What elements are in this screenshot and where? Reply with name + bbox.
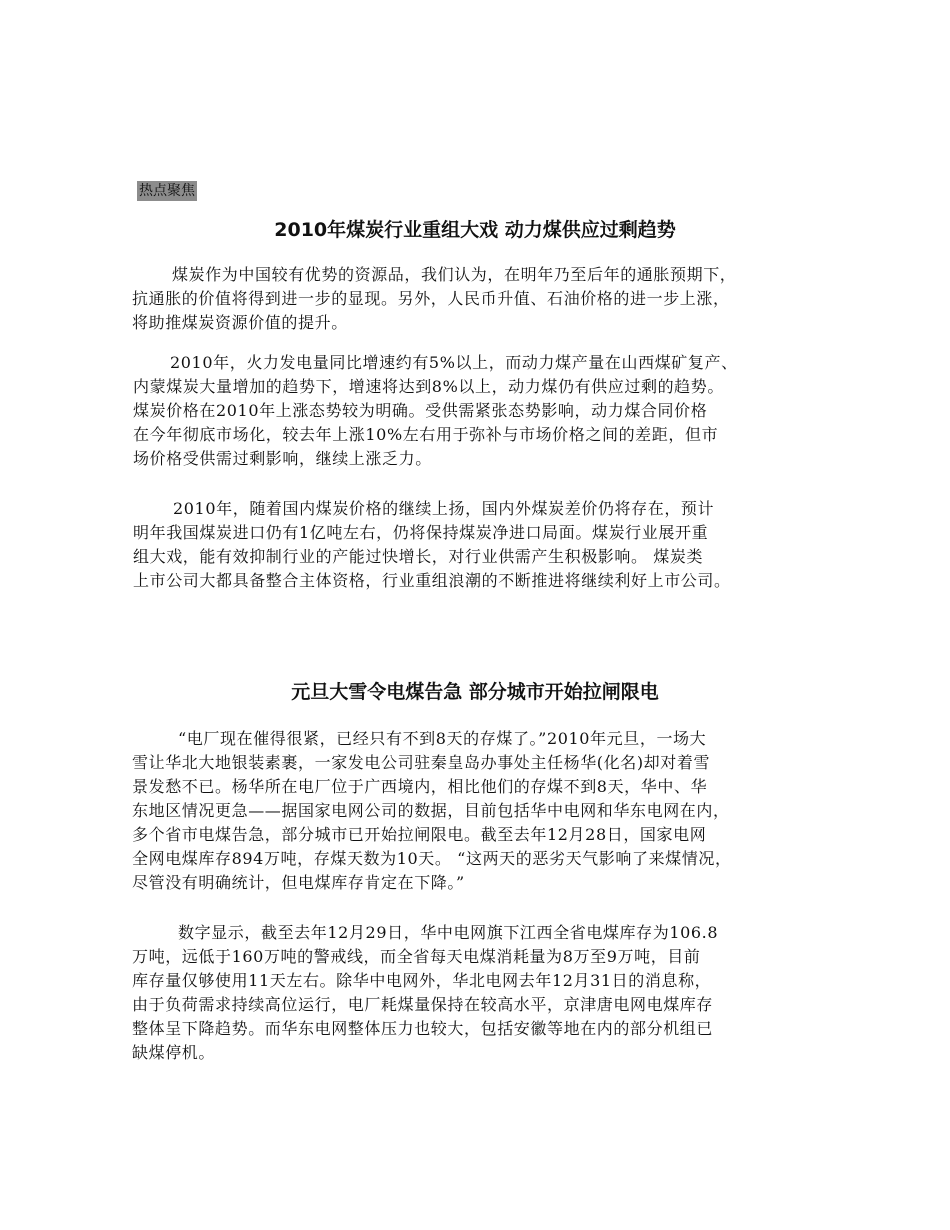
article-2-paragraph-1: [132, 727, 732, 895]
text-line: 库存量仅够使用11天左右。除华中电网外，华北电网去年12月31日的消息称，: [132, 971, 712, 990]
text-line: 内蒙煤炭大量增加的趋势下，增速将达到8%以上，动力煤仍有供应过剩的趋势。: [133, 377, 724, 396]
text-line: 雪让华北大地银装素裹，一家发电公司驻秦皇岛办事处主任杨华(化名)却对着雪: [132, 753, 711, 772]
article-1-paragraph-3: [133, 497, 731, 593]
text-line: 数字显示，截至去年12月29日，华中电网旗下江西全省电煤库存为106.8: [178, 923, 719, 942]
text-line: 由于负荷需求持续高位运行，电厂耗煤量保持在较高水平，京津唐电网电煤库存: [132, 995, 714, 1014]
section-tag: 热点聚焦: [139, 183, 195, 199]
article-2-paragraph-2: [132, 921, 718, 1065]
text-line: 尽管没有明确统计，但电煤库存肯定在下降。”: [132, 873, 465, 892]
text-line: 将助推煤炭资源价值的提升。: [132, 313, 348, 332]
text-line: 2010年，随着国内煤炭价格的继续上扬，国内外煤炭差价仍将存在，预计: [173, 499, 715, 518]
text-line: 多个省市电煤告急，部分城市已开始拉闸限电。截至去年12月28日，国家电网: [132, 825, 707, 844]
article-1-title: 2010年煤炭行业重组大戏 动力煤供应过剩趋势: [274, 219, 676, 241]
text-line: “电厂现在催得很紧，已经只有不到8天的存煤了。”2010年元旦，一场大: [178, 729, 707, 748]
text-line: 缺煤停机。: [132, 1043, 216, 1062]
text-line: 煤炭价格在2010年上涨态势较为明确。受供需紧张态势影响，动力煤合同价格: [133, 401, 708, 420]
text-line: 东地区情况更急——据国家电网公司的数据，目前包括华中电网和华东电网在内，: [132, 801, 730, 820]
text-line: 在今年彻底市场化，较去年上涨10%左右用于弥补与市场价格之间的差距，但市: [133, 425, 719, 444]
text-line: 场价格受供需过剩影响，继续上涨乏力。: [133, 449, 432, 468]
text-line: 煤炭作为中国较有优势的资源品，我们认为，在明年乃至后年的通胀预期下，: [172, 265, 737, 284]
text-line: 景发愁不已。杨华所在电厂位于广西境内，相比他们的存煤不到8天，华中、华: [132, 777, 708, 796]
article-1-paragraph-1: [132, 263, 736, 335]
text-line: 万吨，远低于160万吨的警戒线，而全省每天电煤消耗量为8万至9万吨，目前: [132, 947, 701, 966]
text-line: 明年我国煤炭进口仍有1亿吨左右，仍将保持煤炭净进口局面。煤炭行业展开重: [133, 523, 709, 542]
text-line: 组大戏，能有效抑制行业的产能过快增长，对行业供需产生积极影响。 煤炭类: [133, 547, 704, 566]
text-line: 上市公司大都具备整合主体资格，行业重组浪潮的不断推进将继续利好上市公司。: [133, 571, 731, 590]
article-1-paragraph-2: [133, 351, 738, 471]
article-2-title: 元旦大雪令电煤告急 部分城市开始拉闸限电: [291, 681, 659, 703]
text-line: 整体呈下降趋势。而华东电网整体压力也较大，包括安徽等地在内的部分机组已: [132, 1019, 714, 1038]
text-line: 全网电煤库存894万吨，存煤天数为10天。 “这两天的恶劣天气影响了来煤情况，: [132, 849, 732, 868]
text-line: 2010年，火力发电量同比增速约有5%以上，而动力煤产量在山西煤矿复产、: [170, 353, 738, 372]
text-line: 抗通胀的价值将得到进一步的显现。另外，人民币升值、石油价格的进一步上涨，: [132, 289, 730, 308]
